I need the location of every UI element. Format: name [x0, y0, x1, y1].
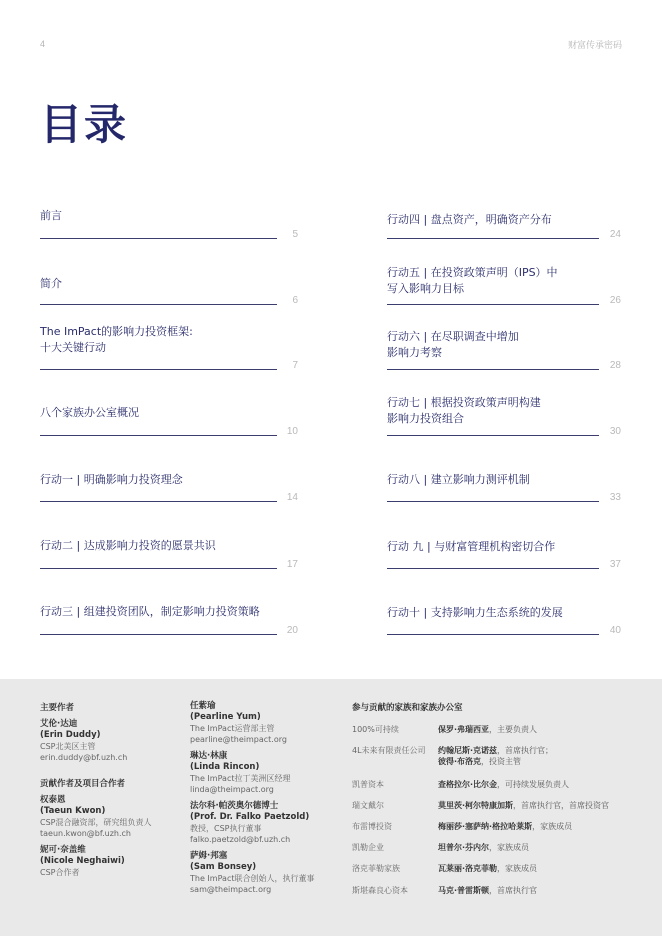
contributor-role: The ImPact运营部主管: [190, 724, 275, 733]
family-person-role: ，家族成员: [497, 864, 538, 873]
toc-entry-title: 行动 九 | 与财富管理机构密切合作: [387, 540, 556, 553]
toc-entry[interactable]: [387, 265, 558, 297]
family-org: 凯勒企业: [352, 843, 384, 852]
toc-page-number: 30: [609, 426, 621, 437]
contributor-name-en: (Pearline Yum): [190, 712, 261, 722]
family-org: 凯普资本: [352, 780, 384, 789]
contributor: [190, 801, 314, 845]
family-org: 4L未来有限责任公司: [352, 746, 426, 755]
toc-page-number: 28: [609, 360, 621, 371]
toc-entry[interactable]: [40, 324, 193, 356]
toc-entry[interactable]: [40, 604, 260, 620]
toc-entry-title: 行动四 | 盘点资产，明确资产分布: [387, 213, 552, 226]
toc-entry-title: 八个家族办公室概况: [40, 406, 139, 419]
contributor-email[interactable]: falko.paetzold@bf.uzh.ch: [190, 835, 291, 844]
contributor-name-en: (Sam Bonsey): [190, 862, 257, 872]
family-person-name: 瓦莱丽·洛克菲勒: [438, 864, 498, 873]
contributor-email[interactable]: sam@theimpact.org: [190, 885, 272, 894]
toc-entry-title: 十大关键行动: [40, 341, 106, 354]
family-person-role: ，投资主管: [481, 757, 522, 766]
family-person-name: 莫里茨·柯尔特康加斯: [438, 801, 514, 810]
contributor: [190, 751, 314, 795]
toc-entry-title: The ImPact的影响力投资框架:: [40, 325, 193, 338]
author-name-cn: 艾伦·达迪: [40, 719, 78, 729]
family-person-role: ，首席执行官: [489, 886, 538, 895]
toc-title: 目录: [40, 100, 129, 149]
family-org: 100%可持续: [352, 725, 399, 734]
toc-page-number: 10: [286, 426, 298, 437]
contributor-name-en: (Linda Rincon): [190, 762, 260, 772]
family-person-role: ，可持续发展负责人: [497, 780, 570, 789]
contributor-email[interactable]: linda@theimpact.org: [190, 785, 274, 794]
toc-entry[interactable]: [387, 472, 530, 488]
toc-page-number: 6: [292, 295, 298, 306]
author-role: CSP北美区主管: [40, 742, 96, 751]
family-org: 斯堪森良心资本: [352, 886, 408, 895]
toc-page-number: 5: [292, 229, 298, 240]
toc-entry[interactable]: [387, 539, 555, 555]
toc-entry[interactable]: [40, 276, 62, 292]
family-person: [438, 842, 529, 853]
author-name-en: (Erin Duddy): [40, 730, 101, 740]
family-person-role: ，家族成员: [489, 843, 530, 852]
running-title: 财富传承密码: [567, 41, 622, 51]
contributor-role: The ImPact拉丁美洲区经理: [190, 774, 291, 783]
family-person-name: 约翰尼斯·克诺兹: [438, 746, 498, 755]
toc-entry[interactable]: [387, 329, 519, 361]
toc-entry-title: 影响力投资组合: [387, 412, 464, 425]
toc-entry-rule: [40, 238, 277, 239]
family-person-name: 马克·普雷斯顿: [438, 886, 490, 895]
main-authors-heading: 主要作者: [40, 703, 75, 713]
families-heading: 参与贡献的家族和家族办公室: [352, 703, 463, 713]
contributor-name-cn: 妮可·奈盖维: [40, 845, 86, 855]
toc-entry-title: 简介: [40, 277, 62, 290]
toc-entry-title: 行动五 | 在投资政策声明（IPS）中: [387, 266, 558, 279]
family-person-name: 查格拉尔·比尔金: [438, 780, 498, 789]
toc-entry-rule: [387, 238, 599, 239]
toc-entry[interactable]: [387, 605, 563, 621]
contributor-name-cn: 任紫瑜: [190, 701, 216, 711]
toc-entry-title: 行动十 | 支持影响力生态系统的发展: [387, 606, 563, 619]
toc-entry-title: 行动二 | 达成影响力投资的愿景共识: [40, 539, 216, 552]
toc-page-number: 7: [292, 360, 298, 371]
family-org: 布雷博投资: [352, 822, 392, 831]
toc-entry-title: 行动七 | 根据投资政策声明构建: [387, 396, 541, 409]
toc-entry-rule: [40, 568, 277, 569]
family-person-name: 梅丽莎·塞萨纳·格拉哈莱斯: [438, 822, 533, 831]
author-email[interactable]: erin.duddy@bf.uzh.ch: [40, 753, 128, 762]
contributor-role: 教授，CSP执行董事: [190, 824, 262, 833]
toc-page-number: 37: [609, 559, 621, 570]
family-person: [438, 745, 553, 756]
contributor-name-cn: 法尔科·帕茨奥尔德博士: [190, 801, 279, 811]
contributors-heading: 贡献作者及项目合作者: [40, 779, 126, 789]
toc-entry-rule: [387, 568, 599, 569]
family-person: [438, 800, 609, 811]
toc-entry-title: 行动三 | 组建投资团队，制定影响力投资策略: [40, 605, 260, 618]
toc-entry-rule: [40, 369, 277, 370]
toc-entry-title: 前言: [40, 209, 62, 222]
contributor-role: The ImPact联合创始人，执行董事: [190, 874, 315, 883]
contributor-name-en: (Prof. Dr. Falko Paetzold): [190, 812, 310, 822]
family-person-role: ，主要负责人: [489, 725, 538, 734]
page-number: 4: [40, 39, 46, 49]
toc-page-number: 20: [286, 625, 298, 636]
toc-entry-rule: [40, 501, 277, 502]
toc-page-number: 17: [286, 559, 298, 570]
contributor-name-en: (Nicole Neghaiwi): [40, 856, 125, 866]
contributors-column-2: [190, 701, 314, 901]
contributor: [190, 851, 314, 895]
family-person-name: 彼得·布洛克: [438, 757, 482, 766]
contributor-role: CSP混合融资部，研究组负责人: [40, 818, 152, 827]
toc-page-number: 26: [609, 295, 621, 306]
toc-page-number: 14: [286, 492, 298, 503]
toc-page-number: 24: [609, 229, 621, 240]
toc-entry[interactable]: [40, 208, 62, 224]
contributor: [40, 795, 152, 839]
family-person: [438, 863, 537, 874]
family-person-role: ，首席执行官；: [497, 746, 554, 755]
toc-entry[interactable]: [40, 472, 183, 488]
toc-page-number: 40: [609, 625, 621, 636]
credits-footer: [0, 679, 662, 936]
main-authors: [40, 701, 152, 884]
toc-entry-rule: [387, 435, 599, 436]
toc-entry[interactable]: [387, 212, 552, 228]
toc-entry-rule: [387, 369, 599, 370]
family-person-role: ，家族成员: [532, 822, 573, 831]
toc-entry-title: 行动八 | 建立影响力测评机制: [387, 473, 530, 486]
toc-entry-rule: [387, 501, 599, 502]
family-person: [438, 724, 537, 735]
contributor: [190, 701, 314, 745]
family-org: 瑞文戴尔: [352, 801, 384, 810]
toc-entry-rule: [40, 435, 277, 436]
contributor-name-cn: 萨姆·邦塞: [190, 851, 228, 861]
contributor-role: CSP合作者: [40, 868, 80, 877]
toc-entry[interactable]: [387, 395, 541, 427]
family-person-role: ，首席执行官，首席投资官: [513, 801, 610, 810]
family-person: [438, 885, 537, 896]
contributor-email[interactable]: taeun.kwon@bf.uzh.ch: [40, 829, 131, 838]
family-person-name: 保罗·弗瑞西亚: [438, 725, 490, 734]
contributor-name-cn: 权泰恩: [40, 795, 66, 805]
toc-entry-rule: [387, 634, 599, 635]
contributor-email[interactable]: pearline@theimpact.org: [190, 735, 287, 744]
toc-entry-title: 写入影响力目标: [387, 282, 464, 295]
toc-entry-title: 行动一 | 明确影响力投资理念: [40, 473, 183, 486]
toc-entry-title: 行动六 | 在尽职调查中增加: [387, 330, 519, 343]
contributor: [40, 845, 152, 878]
family-person: [438, 756, 521, 767]
family-person: [438, 779, 569, 790]
toc-entry-rule: [40, 304, 277, 305]
toc-entry[interactable]: [40, 538, 216, 554]
contributor-name-cn: 琳达·林康: [190, 751, 228, 761]
toc-entry-title: 影响力考察: [387, 346, 442, 359]
family-org: 洛克菲勒家族: [352, 864, 400, 873]
toc-entry[interactable]: [40, 405, 139, 421]
family-person: [438, 821, 572, 832]
toc-entry-rule: [387, 304, 599, 305]
toc-page-number: 33: [609, 492, 621, 503]
family-person-name: 坦普尔·芬内尔: [438, 843, 490, 852]
toc-entry-rule: [40, 634, 277, 635]
contributor-name-en: (Taeun Kwon): [40, 806, 106, 816]
